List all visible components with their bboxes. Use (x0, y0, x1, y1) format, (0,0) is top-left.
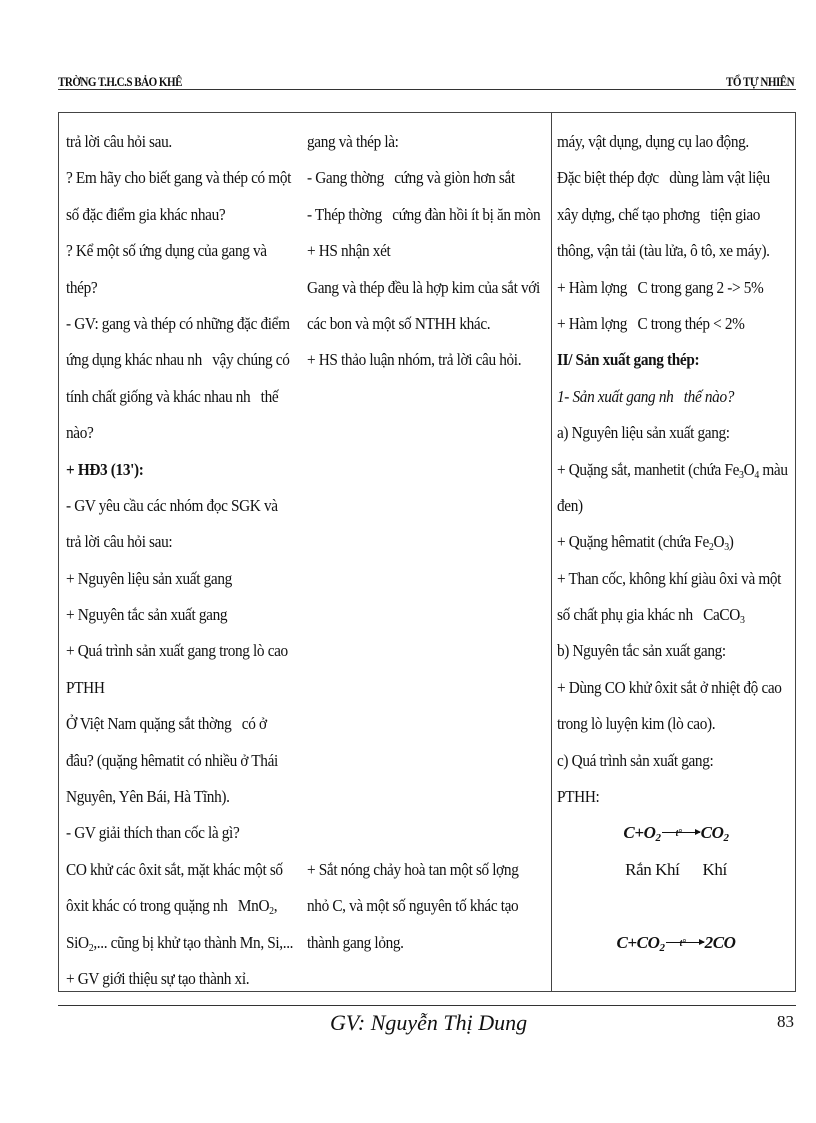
text-line (66, 415, 278, 451)
text-line (66, 488, 278, 524)
text-line (557, 197, 771, 233)
text-segment: ? Em hãy cho biết gang và thép có một (66, 168, 292, 188)
text-line (557, 124, 771, 160)
text-segment: màu (758, 459, 788, 479)
text-line (307, 925, 527, 961)
subscript: 3 (739, 468, 744, 481)
text-line (557, 815, 795, 851)
text-line (557, 743, 771, 779)
text-line (557, 524, 771, 560)
text-segment: O (743, 459, 755, 479)
footer-rule (58, 1005, 796, 1006)
text-line (307, 743, 527, 779)
header-rule (58, 89, 796, 90)
reaction-condition: t° (679, 937, 686, 949)
reaction-condition: t° (675, 828, 682, 840)
text-line (66, 597, 278, 633)
text-line (307, 852, 527, 888)
text-segment: + GV giới thiệu sự tạo thành xỉ. (66, 968, 250, 988)
text-line (307, 815, 527, 851)
text-line (66, 561, 278, 597)
text-line (66, 670, 278, 706)
text-segment: + Hàm lợng C trong thép < 2% (557, 313, 745, 333)
text-line (66, 888, 278, 924)
text-line (307, 706, 527, 742)
text-segment: PTHH (66, 677, 105, 697)
text-segment: tính chất giống và khác nhau nh thế (66, 386, 279, 406)
text-segment: máy, vật dụng, dụng cụ lao động. (557, 132, 749, 151)
text-segment: - GV yêu cầu các nhóm đọc SGK và (66, 495, 278, 515)
text-segment: số chất phụ gia khác nh CaCO (557, 605, 740, 625)
text-segment: c) Quá trình sản xuất gang: (557, 750, 714, 770)
text-line (557, 561, 782, 597)
text-line (66, 852, 283, 888)
text-segment: , (273, 896, 278, 916)
text-segment: a) Nguyên liệu sản xuất gang: (557, 423, 730, 443)
text-segment: + Nguyên liệu sản xuất gang (66, 568, 232, 588)
text-line (66, 706, 278, 742)
text-segment: + Dùng CO khử ôxit sắt ở nhiệt độ cao (557, 677, 782, 697)
text-segment: PTHH: (557, 787, 600, 807)
text-segment: nào? (66, 423, 94, 443)
equation-products: CO (700, 823, 724, 843)
text-segment: đâu? (quặng hêmatit có nhiều ở Thái (66, 750, 278, 770)
text-line (557, 888, 771, 924)
text-segment: + Sắt nóng chảy hoà tan một số lợng (307, 859, 519, 879)
text-line (307, 888, 527, 924)
text-line (307, 633, 527, 669)
text-line (557, 488, 771, 524)
text-segment: CO khử các ôxit sắt, mặt khác một số (66, 859, 283, 879)
student-activity-column (307, 124, 551, 961)
text-segment: Nguyên, Yên Bái, Hà Tĩnh). (66, 787, 230, 807)
text-line (557, 597, 771, 633)
text-line (557, 706, 771, 742)
text-line (557, 925, 795, 961)
text-segment: + HĐ3 (13'): (66, 459, 144, 479)
text-segment: thông, vận tải (tàu lửa, ô tô, xe máy). (557, 241, 770, 261)
text-segment: xây dựng, chế tạo phơng tiện giao (557, 204, 761, 224)
subscript: 2 (708, 541, 714, 554)
text-line (66, 743, 278, 779)
text-line (307, 379, 527, 415)
text-line (307, 342, 527, 378)
text-line (307, 524, 527, 560)
text-segment: - GV giải thích than cốc là gì? (66, 823, 240, 843)
text-segment: thành gang lỏng. (307, 932, 404, 952)
text-line (66, 160, 292, 196)
page-number: 83 (777, 1012, 794, 1031)
text-segment: ôxit khác có trong quặng nh MnO (66, 896, 270, 916)
text-line (66, 633, 288, 669)
text-segment: ) (728, 532, 734, 552)
text-segment: ứng dụng khác nhau nh vậy chúng có (66, 350, 290, 370)
text-segment: Ở Việt Nam quặng sắt thờng có ở (66, 714, 267, 734)
text-line (307, 124, 527, 160)
text-segment: đen) (557, 495, 583, 515)
subscript: 2 (88, 941, 94, 954)
text-segment: Rắn Khí Khí (625, 859, 727, 879)
subscript: 4 (754, 468, 759, 481)
text-line (66, 452, 278, 488)
text-line (307, 779, 527, 815)
text-line (557, 452, 788, 488)
text-segment: + Hàm lợng C trong gang 2 -> 5% (557, 277, 764, 297)
reaction-arrow-icon (662, 828, 700, 840)
text-segment: thép? (66, 277, 98, 297)
text-segment: nhỏ C, và một số nguyên tố khác tạo (307, 896, 519, 916)
text-segment: O (713, 532, 725, 552)
text-line (307, 415, 527, 451)
chemical-equation (623, 823, 729, 845)
text-line (307, 561, 527, 597)
text-segment: SiO (66, 932, 89, 952)
text-line (307, 597, 527, 633)
text-line (66, 779, 278, 815)
text-segment: + Quá trình sản xuất gang trong lò cao (66, 641, 288, 661)
text-segment: - Gang thờng cứng và giòn hơn sắt (307, 168, 515, 188)
text-line (557, 270, 771, 306)
text-line (557, 342, 771, 378)
text-line (557, 779, 771, 815)
subscript: 3 (739, 614, 745, 627)
text-segment: các bon và một số NTHH khác. (307, 313, 491, 333)
text-line (557, 852, 795, 888)
text-line (66, 270, 278, 306)
text-segment: + HS nhận xét (307, 241, 391, 261)
text-segment: Gang và thép đều là hợp kim của sắt với (307, 277, 540, 297)
subscript: 2 (655, 832, 661, 845)
text-line (307, 270, 540, 306)
equation-reactants: C+O (623, 823, 656, 843)
text-segment: II/ Sản xuất gang thép: (557, 350, 700, 370)
text-segment: trả lời câu hỏi sau: (66, 532, 173, 552)
text-segment: b) Nguyên tắc sản xuất gang: (557, 641, 726, 661)
text-line (66, 925, 294, 961)
text-line (307, 233, 527, 269)
text-line (307, 670, 527, 706)
text-line (557, 306, 771, 342)
text-segment: Đặc biệt thép đợc dùng làm vật liệu (557, 168, 770, 188)
text-line (307, 197, 541, 233)
school-name-header: TRỜNG T.H.C.S BẢO KHÊ (58, 74, 182, 89)
text-segment: gang và thép là: (307, 132, 399, 151)
text-line (557, 379, 771, 415)
chemical-equation (616, 933, 735, 952)
equation-products: 2CO (704, 932, 736, 952)
subscript: 2 (723, 832, 729, 845)
text-line (557, 633, 771, 669)
text-line (66, 197, 278, 233)
text-segment: + Quặng hêmatit (chứa Fe (557, 532, 709, 552)
text-segment: + Nguyên tắc sản xuất gang (66, 605, 228, 625)
text-line (307, 488, 527, 524)
teacher-signature: GV: Nguyễn Thị Dung (330, 1010, 528, 1035)
text-segment: + HS thảo luận nhóm, trả lời câu hỏi. (307, 350, 522, 370)
text-segment: 1- Sản xuất gang nh thế nào? (557, 386, 735, 406)
text-segment: - GV: gang và thép có những đặc điểm (66, 313, 290, 333)
text-line (557, 415, 771, 451)
text-line (66, 815, 278, 851)
text-line (66, 124, 278, 160)
text-segment: số đặc điểm gia khác nhau? (66, 204, 226, 224)
content-column (557, 124, 795, 961)
text-line (66, 306, 290, 342)
text-line (66, 342, 290, 378)
text-line (307, 160, 527, 196)
text-line (66, 961, 278, 997)
text-line (557, 160, 771, 196)
reaction-arrow-icon (666, 937, 704, 949)
text-segment: trong lò luyện kim (lò cao). (557, 714, 716, 734)
text-segment: ,... cũng bị khử tạo thành Mn, Si,... (93, 932, 294, 952)
text-line (66, 233, 278, 269)
text-segment: ? Kể một số ứng dụng của gang và (66, 241, 267, 261)
text-segment: trả lời câu hỏi sau. (66, 132, 172, 151)
text-segment: + Quặng sắt, manhetit (chứa Fe (557, 459, 740, 479)
equation-reactants: C+CO (616, 932, 660, 952)
text-line (66, 524, 278, 560)
text-segment: - Thép thờng cứng đàn hồi ít bị ăn mòn (307, 204, 541, 224)
teacher-activity-column (66, 124, 302, 997)
subscript: 3 (724, 541, 729, 554)
subscript: 2 (659, 941, 665, 954)
text-segment: + Than cốc, không khí giàu ôxi và một (557, 568, 782, 588)
text-line (307, 306, 527, 342)
text-line (307, 452, 527, 488)
column-divider (551, 112, 552, 992)
text-line (557, 233, 771, 269)
subscript: 2 (269, 905, 274, 918)
department-header: TỔ TỰ NHIÊN (725, 74, 794, 89)
text-line (66, 379, 278, 415)
text-line (557, 670, 782, 706)
